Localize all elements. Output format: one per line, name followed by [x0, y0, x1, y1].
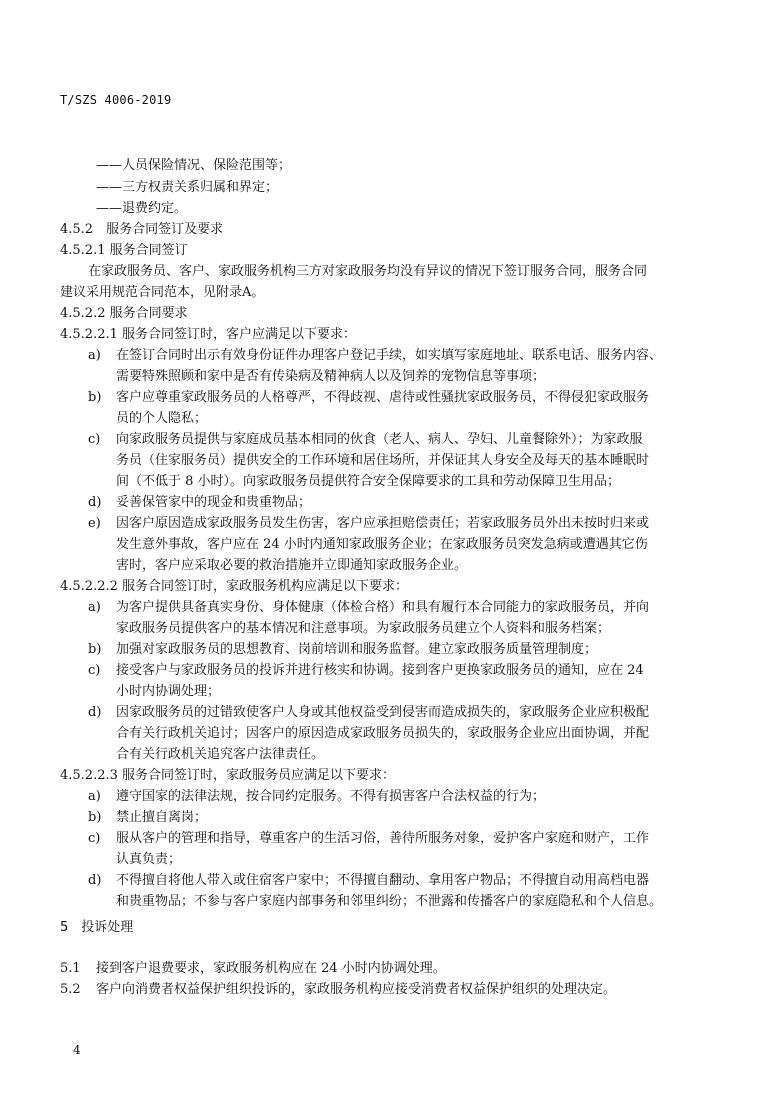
- list-marker: a): [88, 348, 101, 363]
- list-marker: b): [88, 810, 102, 825]
- dash-item-insurance: ——人员保险情况、保险范围等；: [96, 158, 292, 173]
- list-item-line: 禁止擅自离岗；: [116, 810, 208, 825]
- clause-heading-4-5-2-2-2: 4.5.2.2.2 服务合同签订时，家政服务机构应满足以下要求：: [60, 579, 409, 594]
- list-item-line: 服从客户的管理和指导，尊重客户的生活习俗，善待所服务对象，爱护客户家庭和财产，工作: [116, 831, 650, 846]
- list-item-line: 为客户提供具备真实身份、身体健康（体检合格）和具有履行本合同能力的家政服务员，并向: [116, 600, 650, 615]
- list-item-line: 小时内协调处理；: [116, 684, 221, 699]
- clause-number-5-1: 5.1: [60, 961, 81, 976]
- list-item-line: 发生意外事故，客户应在 24 小时内通知家政服务企业；在家政服务员突发急病或遭遇其它伤: [116, 537, 648, 552]
- paragraph-line: 在家政服务员、客户、家政服务机构三方对家政服务均没有异议的情况下签订服务合同，服务合同: [88, 264, 648, 279]
- list-item-line: 因客户原因造成家政服务员发生伤害，客户应承担赔偿责任；若家政服务员外出未按时归来或: [116, 516, 650, 531]
- list-item-line: 客户应尊重家政服务员的人格尊严，不得歧视、虐待或性骚扰家政服务员，不得侵犯家政服务: [116, 390, 650, 405]
- list-item-line: 和贵重物品；不参与客户家庭内部事务和邻里纠纷；不泄露和传播客户的家庭隐私和个人信息。: [116, 894, 663, 909]
- list-item-line: 不得擅自将他人带入或住宿客户家中；不得擅自翻动、拿用客户物品；不得擅自动用高档电器: [116, 873, 650, 888]
- clause-text-5-1: 接到客户退费要求，家政服务机构应在 24 小时内协调处理。: [96, 961, 446, 976]
- list-item-line: 家政服务员提供客户的基本情况和注意事项。为家政服务员建立个人资料和服务档案；: [116, 621, 611, 636]
- list-marker: c): [88, 663, 101, 678]
- list-marker: b): [88, 642, 102, 657]
- list-item-line: 务员（住家服务员）提供安全的工作环境和居住场所，并保证其人身安全及每天的基本睡眠时: [116, 453, 650, 468]
- page-number: 4: [73, 1043, 81, 1057]
- dash-item-refund: ——退费约定。: [96, 201, 188, 216]
- list-item-line: 妥善保管家中的现金和贵重物品；: [116, 495, 312, 510]
- list-item-line: 遵守国家的法律法规，按合同约定服务。不得有损害客户合法权益的行为；: [116, 789, 546, 804]
- dash-item-responsibility: ——三方权责关系归属和界定；: [96, 180, 279, 195]
- clause-heading-4-5-2-2-1: 4.5.2.2.1 服务合同签订时，客户应满足以下要求：: [60, 327, 357, 342]
- list-item-line: 认真负责；: [116, 852, 182, 867]
- list-item-line: 害时，客户应采取必要的救治措施并立即通知家政服务企业。: [116, 558, 468, 573]
- list-item-line: 合有关行政机关追究客户法律责任。: [116, 747, 325, 762]
- list-item-line: 合有关行政机关追讨；因客户的原因造成家政服务员损失的，家政服务企业应出面协调，并配: [116, 726, 650, 741]
- section-heading-4-5-2: 4.5.2 服务合同签订及要求: [60, 222, 224, 237]
- list-marker: d): [88, 873, 102, 888]
- list-marker: a): [88, 789, 101, 804]
- clause-number-5-2: 5.2: [60, 982, 81, 997]
- list-marker: d): [88, 705, 102, 720]
- list-item-line: 接受客户与家政服务员的投诉并进行核实和协调。接到客户更换家政服务员的通知，应在 24: [116, 663, 644, 678]
- list-item-line: 向家政服务员提供与家庭成员基本相同的伙食（老人、病人、孕妇、儿童餐除外）；为家政服: [116, 432, 643, 447]
- list-marker: b): [88, 390, 102, 405]
- list-item-line: 因家政服务员的过错致使客户人身或其他权益受到侵害而造成损失的，家政服务企业应积极配: [116, 705, 650, 720]
- list-item-line: 间（不低于 8 小时）。向家政服务员提供符合安全保障要求的工具和劳动保障卫生用品；: [116, 474, 621, 489]
- list-marker: d): [88, 495, 102, 510]
- clause-text-5-2: 客户向消费者权益保护组织投诉的，家政服务机构应接受消费者权益保护组织的处理决定。: [96, 982, 617, 997]
- document-header-id: T/SZS 4006-2019: [60, 93, 172, 107]
- clause-heading-4-5-2-2-3: 4.5.2.2.3 服务合同签订时，家政服务员应满足以下要求：: [60, 768, 396, 783]
- list-marker: c): [88, 432, 101, 447]
- list-marker: e): [88, 516, 101, 531]
- list-item-line: 需要特殊照顾和家中是否有传染病及精神病人以及饲养的宠物信息等事项；: [116, 369, 546, 384]
- list-item-line: 在签订合同时出示有效身份证件办理客户登记手续，如实填写家庭地址、联系电话、服务内容、: [116, 348, 663, 363]
- section-heading-5: 5 投诉处理: [60, 920, 134, 935]
- section-heading-4-5-2-1: 4.5.2.1 服务合同签订: [60, 243, 188, 258]
- section-heading-4-5-2-2: 4.5.2.2 服务合同要求: [60, 306, 188, 321]
- list-item-line: 员的个人隐私；: [116, 411, 208, 426]
- list-marker: c): [88, 831, 101, 846]
- list-marker: a): [88, 600, 101, 615]
- paragraph-line: 建议采用规范合同范本，见附录A。: [60, 285, 265, 300]
- list-item-line: 加强对家政服务员的思想教育、岗前培训和服务监督。建立家政服务质量管理制度；: [116, 642, 598, 657]
